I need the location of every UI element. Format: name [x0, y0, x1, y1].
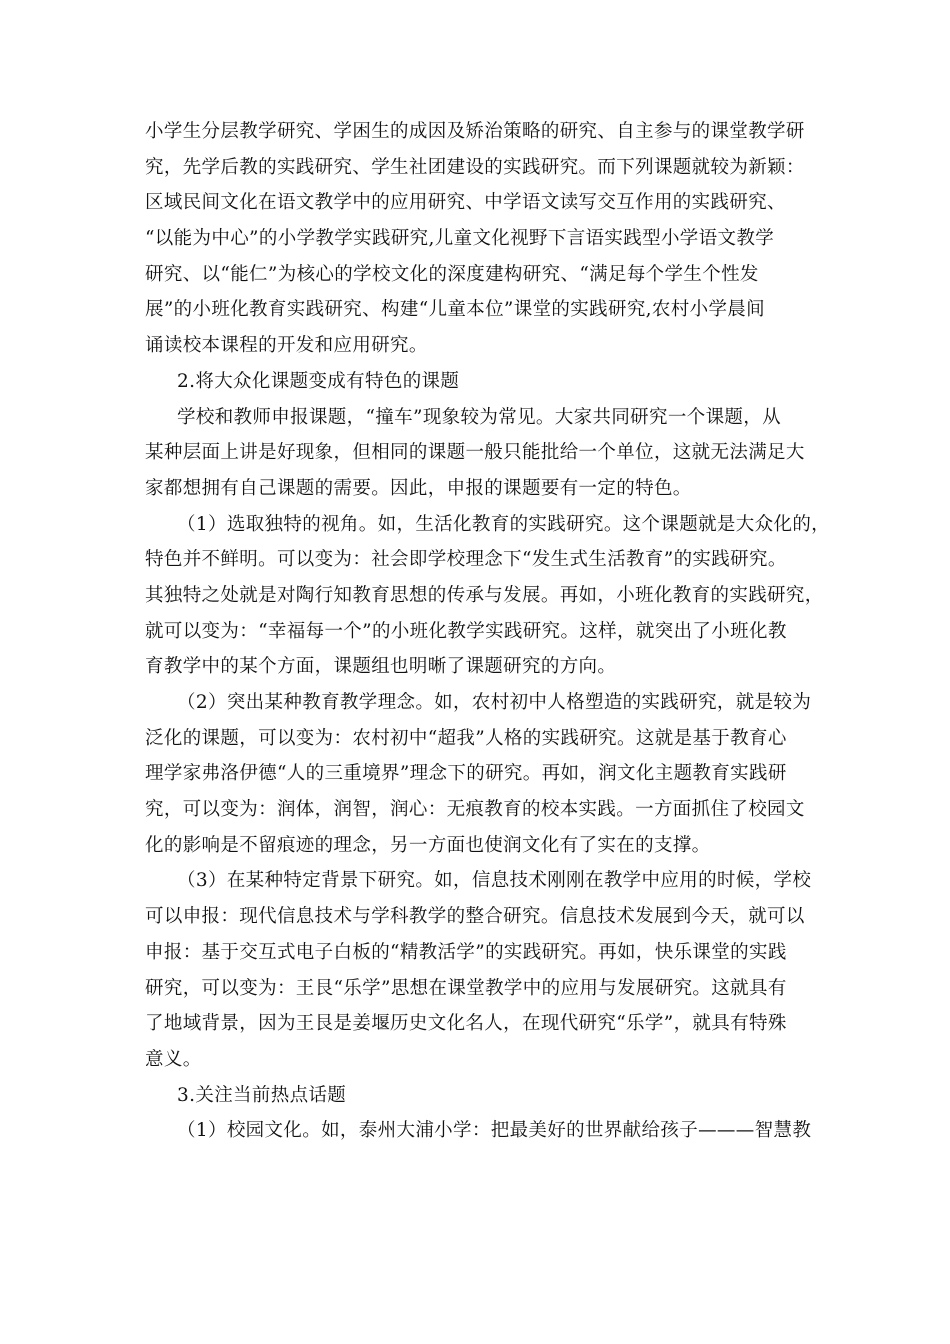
text-line: 家都想拥有自己课题的需要。因此，申报的课题要有一定的特色。 [145, 477, 692, 499]
paragraph-start: （1）选取独特的视角。如，生活化教育的实践研究。这个课题就是大众化的， [177, 513, 831, 535]
text-line: 其独特之处就是对陶行知教育思想的传承与发展。再如，小班化教育的实践研究， [145, 584, 824, 606]
text-line: 某种层面上讲是好现象，但相同的课题一般只能批给一个单位，这就无法满足大 [145, 442, 805, 464]
text-line: 究，先学后教的实践研究、学生社团建设的实践研究。而下列课题就较为新颖： [145, 156, 805, 178]
text-line: 泛化的课题，可以变为：农村初中“超我”人格的实践研究。这就是基于教育心 [145, 727, 787, 749]
text-line: 了地域背景，因为王艮是姜堰历史文化名人，在现代研究“乐学”，就具有特殊 [145, 1013, 787, 1035]
text-line: 申报：基于交互式电子白板的“精教活学”的实践研究。再如，快乐课堂的实践 [145, 941, 787, 963]
text-line: 诵读校本课程的开发和应用研究。 [145, 335, 428, 357]
text-line: 化的影响是不留痕迹的理念，另一方面也使润文化有了实在的支撑。 [145, 834, 711, 856]
text-line: 究，可以变为：润体，润智，润心：无痕教育的校本实践。一方面抓住了校园文 [145, 799, 805, 821]
paragraph-start: 学校和教师申报课题，“撞车”现象较为常见。大家共同研究一个课题，从 [177, 406, 781, 428]
paragraph-start: （2）突出某种教育教学理念。如，农村初中人格塑造的实践研究，就是较为 [177, 692, 812, 713]
text-line: 育教学中的某个方面，课题组也明晰了课题研究的方向。 [145, 656, 617, 678]
text-line: 就可以变为：“幸福每一个”的小班化教学实践研究。这样，就突出了小班化教 [145, 620, 787, 642]
text-line: 可以申报：现代信息技术与学科教学的整合研究。信息技术发展到今天，就可以 [145, 906, 805, 928]
section-heading-3: 3.关注当前热点话题 [177, 1084, 347, 1106]
text-line: 小学生分层教学研究、学困生的成因及矫治策略的研究、自主参与的课堂教学研 [145, 121, 805, 142]
text-line: 研究，可以变为：王艮“乐学”思想在课堂教学中的应用与发展研究。这就具有 [145, 977, 787, 999]
text-line: 意义。 [145, 1048, 202, 1070]
paragraph-start: （1）校园文化。如，泰州大浦小学：把最美好的世界献给孩子———智慧教 [177, 1120, 812, 1142]
text-line: “以能为中心”的小学教学实践研究,儿童文化视野下言语实践型小学语文教学 [145, 228, 775, 250]
section-heading-2: 2.将大众化课题变成有特色的课题 [177, 370, 460, 392]
text-line: 理学家弗洛伊德“人的三重境界”理念下的研究。再如，润文化主题教育实践研 [145, 763, 787, 785]
text-line: 研究、以“能仁”为核心的学校文化的深度建构研究、“满足每个学生个性发 [145, 263, 759, 285]
paragraph-start: （3）在某种特定背景下研究。如，信息技术刚刚在教学中应用的时候，学校 [177, 870, 812, 892]
document-body [145, 114, 831, 1149]
text-line: 展”的小班化教育实践研究、构建“儿童本位”课堂的实践研究,农村小学晨间 [145, 299, 766, 321]
text-line: 区域民间文化在语文教学中的应用研究、中学语文读写交互作用的实践研究、 [145, 192, 786, 214]
text-line: 特色并不鲜明。可以变为：社会即学校理念下“发生式生活教育”的实践研究。 [145, 549, 787, 571]
